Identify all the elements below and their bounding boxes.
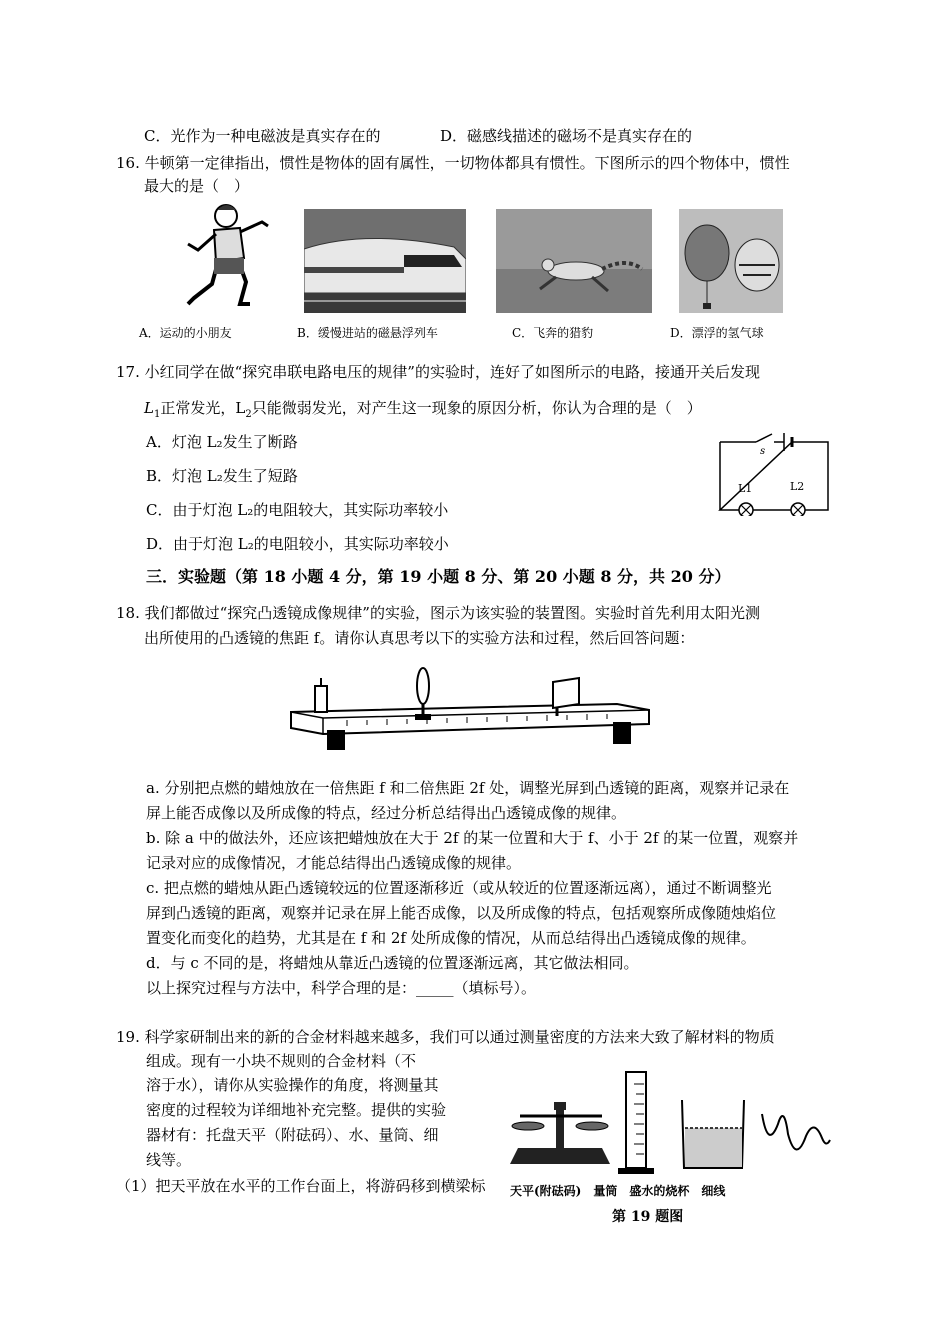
q16-caption-c: C．飞奔的猎豹 — [512, 326, 594, 340]
q18-item-b-line1: b. 除 a 中的做法外，还应该把蜡烛放在大于 2f 的某一位置和大于 f、小于 2f 的某一位置，观察并 — [146, 829, 799, 847]
series-circuit-diagram — [716, 430, 832, 516]
q17-sub2: 2 — [245, 409, 252, 420]
lamp-l1-label: L1 — [738, 482, 753, 495]
switch-label: s — [760, 446, 766, 457]
q17-option-d: D．由于灯泡 L₂的电阻较小，其实际功率较小 — [146, 535, 449, 553]
q19-stem-line5: 器材有：托盘天平（附砝码）、水、量筒、细 — [146, 1126, 439, 1144]
optical-bench-image — [287, 664, 653, 756]
lamp-l2-label: L2 — [790, 480, 805, 493]
q18-item-d: d．与 c 不同的是，将蜡烛从靠近凸透镜的位置逐渐远离，其它做法相同。 — [146, 954, 639, 972]
apparatus-labels: 天平(附砝码) 量筒 盛水的烧杯 细线 — [510, 1184, 726, 1198]
q17-text-b: 只能微弱发光，对产生这一现象的原因分析，你认为合理的是（ ） — [251, 399, 702, 417]
q18-stem-line2: 出所使用的凸透镜的焦距 f。请你认真思考以下的实验方法和过程，然后回答问题： — [144, 629, 695, 647]
q17-option-b: B．灯泡 L₂发生了短路 — [146, 467, 298, 485]
q17-text-a: 正常发光，L — [160, 399, 246, 417]
q18-item-a-line1: a. 分别把点燃的蜡烛放在一倍焦距 f 和二倍焦距 2f 处，调整光屏到凸透镜的距离，观察并记录在 — [146, 779, 790, 797]
q18-item-c-line1: c. 把点燃的蜡烛从距凸透镜较远的位置逐渐移近（或从较近的位置逐渐远离），通过不断调整光 — [146, 879, 772, 897]
q18-item-b-line2: 记录对应的成像情况，才能总结得出凸透镜成像的规律。 — [146, 854, 522, 872]
q16-caption-d: D．漂浮的氢气球 — [670, 326, 764, 340]
q17-option-c: C．由于灯泡 L₂的电阻较大，其实际功率较小 — [146, 501, 449, 519]
cheetah-image — [496, 209, 652, 313]
q18-item-c-line2: 屏到凸透镜的距离，观察并记录在屏上能否成像，以及所成像的特点，包括观察所成像随烛焰位 — [146, 904, 777, 922]
q16-caption-a: A．运动的小朋友 — [139, 326, 232, 340]
q15-option-d: D．磁感线描述的磁场不是真实存在的 — [440, 127, 693, 145]
q18-question: 以上探究过程与方法中，科学合理的是：_____（填标号）。 — [146, 979, 537, 997]
q19-step-1: （1）把天平放在水平的工作台面上，将游码移到横梁标 — [116, 1177, 486, 1195]
q17-l-symbol: L — [144, 399, 154, 417]
q18-item-c-line3: 置变化而变化的趋势，尤其是在 f 和 2f 处所成像的情况，从而总结得出凸透镜成像的规律。 — [146, 929, 756, 947]
q16-caption-b: B．缓慢进站的磁悬浮列车 — [297, 326, 438, 340]
figure-19-caption: 第 19 题图 — [612, 1209, 684, 1225]
q19-stem-line3: 溶于水），请你从实验操作的角度，将测量其 — [146, 1076, 439, 1094]
q19-stem-line4: 密度的过程较为详细地补充完整。提供的实验 — [146, 1101, 447, 1119]
q16-stem-line1: 16. 牛顿第一定律指出，惯性是物体的固有属性，一切物体都具有惯性。下图所示的四个物体中，惯性 — [116, 154, 790, 172]
q19-stem-line2: 组成。现有一小块不规则的合金材料（不 — [146, 1052, 417, 1070]
maglev-train-image — [304, 209, 466, 313]
density-apparatus-image — [506, 1064, 834, 1180]
section-3-heading: 三．实验题（第 18 小题 4 分，第 19 小题 8 分、第 20 小题 8 分，共 20 分） — [146, 567, 731, 586]
q17-stem-line1: 17. 小红同学在做“探究串联电路电压的规律”的实验时，连好了如图所示的电路，接通开关后发现 — [116, 363, 760, 381]
q17-sub1: 1 — [153, 409, 161, 420]
q19-stem-line1: 19. 科学家研制出来的新的合金材料越来越多，我们可以通过测量密度的方法来大致了解材料的物质 — [116, 1028, 775, 1046]
hydrogen-balloons-image — [679, 209, 783, 313]
q16-stem-line2: 最大的是（ ） — [144, 177, 250, 195]
q19-stem-line6: 线等。 — [146, 1151, 192, 1169]
q17-stem-line2 — [144, 398, 702, 425]
q15-option-c: C．光作为一种电磁波是真实存在的 — [144, 127, 381, 145]
q18-stem-line1: 18. 我们都做过“探究凸透镜成像规律”的实验，图示为该实验的装置图。实验时首先利用太阳光测 — [116, 604, 760, 622]
running-child-image — [164, 200, 282, 312]
q18-item-a-line2: 屏上能否成像以及所成像的特点，经过分析总结得出凸透镜成像的规律。 — [146, 804, 627, 822]
q17-option-a: A．灯泡 L₂发生了断路 — [146, 433, 298, 451]
